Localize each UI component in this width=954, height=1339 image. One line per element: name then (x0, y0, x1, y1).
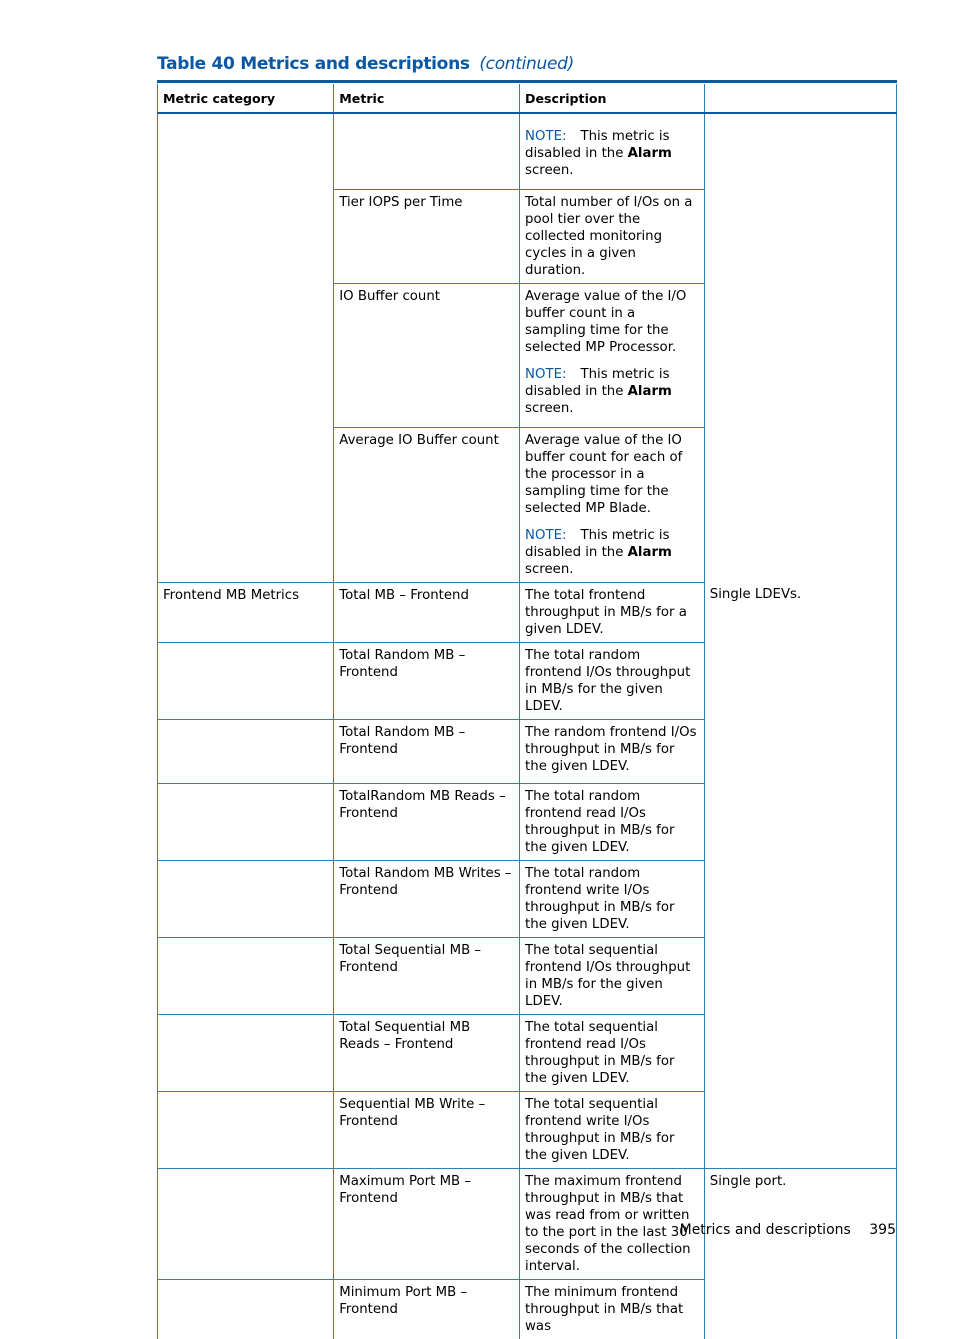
description-cell (520, 719, 705, 783)
metric-cell: Average IO Buffer count (334, 427, 520, 582)
scope-cell (704, 1014, 896, 1091)
description-text: The minimum frontend throughput in MB/s that was (525, 1284, 684, 1334)
note-text-end: screen. (525, 561, 574, 577)
table-title-main: Table 40 Metrics and descriptions (157, 54, 470, 74)
metric-category-cell (158, 1279, 334, 1339)
note-alarm-term: Alarm (627, 383, 672, 399)
note-alarm-term: Alarm (627, 544, 672, 560)
metric-cell: Total Sequential MB – Frontend (334, 937, 520, 1014)
description-text: The total frontend throughput in MB/s for a given LDEV. (525, 587, 687, 637)
description-text: The total random frontend I/Os throughput in MB/s for the given LDEV. (525, 647, 691, 714)
description-text: Total number of I/Os on a pool tier over the collected monitoring cycles in a given duration. (525, 194, 693, 278)
scope-cell: Single LDEVs. (704, 582, 896, 642)
description-cell (520, 427, 705, 582)
metric-cell: Minimum Port MB – Frontend (334, 1279, 520, 1339)
note-paragraph (525, 128, 699, 179)
footer-section: Metrics and descriptions (679, 1222, 851, 1238)
metric-cell: Total Random MB – Frontend (334, 719, 520, 783)
note-label: NOTE: (525, 527, 567, 543)
scope-cell: Single port. (704, 1168, 896, 1279)
metric-cell: Total Sequential MB Reads – Frontend (334, 1014, 520, 1091)
description-cell (520, 189, 705, 283)
metric-category-cell (158, 860, 334, 937)
table-row (158, 283, 897, 427)
page-number: 395 (869, 1222, 896, 1238)
metric-cell: Total Random MB – Frontend (334, 642, 520, 719)
scope-cell (704, 783, 896, 860)
header-empty (704, 84, 896, 113)
scope-cell (704, 719, 896, 783)
description-cell (520, 1168, 705, 1279)
note-text-end: screen. (525, 400, 574, 416)
description-cell (520, 642, 705, 719)
header-description: Description (520, 84, 705, 113)
scope-cell (704, 189, 896, 283)
metric-cell: Maximum Port MB – Frontend (334, 1168, 520, 1279)
table-row (158, 937, 897, 1014)
table-header-row (158, 84, 897, 113)
table-row (158, 719, 897, 783)
metric-cell: IO Buffer count (334, 283, 520, 427)
note-alarm-term: Alarm (627, 146, 672, 161)
scope-cell (704, 860, 896, 937)
metric-category-cell (158, 1168, 334, 1279)
note-label: NOTE: (525, 366, 567, 382)
description-cell (520, 937, 705, 1014)
metric-category-cell (158, 283, 334, 427)
metric-category-cell (158, 783, 334, 860)
table-row (158, 189, 897, 283)
table-title-continued: (continued) (479, 54, 574, 74)
metric-category-cell: Frontend MB Metrics (158, 582, 334, 642)
metric-category-cell (158, 1091, 334, 1168)
description-text: Average value of the I/O buffer count in a sampling time for the selected MP Processor. (525, 288, 687, 355)
description-cell (520, 1014, 705, 1091)
table-row (158, 642, 897, 719)
metric-cell: Sequential MB Write – Frontend (334, 1091, 520, 1168)
scope-cell (704, 937, 896, 1014)
header-metric-category: Metric category (158, 84, 334, 113)
page-footer (680, 1222, 896, 1238)
description-text: The random frontend I/Os throughput in MB/s for the given LDEV. (525, 724, 697, 774)
note-label: NOTE: (525, 129, 567, 144)
metrics-table (157, 84, 897, 1339)
scope-cell (704, 283, 896, 427)
table-row (158, 582, 897, 642)
metric-category-cell (158, 1014, 334, 1091)
table-row (158, 1091, 897, 1168)
description-text: The total sequential frontend I/Os throughput in MB/s for the given LDEV. (525, 942, 691, 1009)
header-metric: Metric (334, 84, 520, 113)
table-title (157, 54, 574, 74)
table-row (158, 113, 897, 189)
description-cell (520, 1091, 705, 1168)
description-cell (520, 113, 705, 189)
metric-cell: TotalRandom MB Reads – Frontend (334, 783, 520, 860)
metric-category-cell (158, 937, 334, 1014)
note-text: This metric is disabled in the (525, 129, 670, 161)
table-row (158, 1014, 897, 1091)
metric-cell: Tier IOPS per Time (334, 189, 520, 283)
note-text-end: screen. (525, 163, 574, 178)
note-text: This metric is disabled in the (525, 366, 670, 399)
metric-category-cell (158, 642, 334, 719)
metric-category-cell (158, 113, 334, 189)
metric-category-cell (158, 719, 334, 783)
scope-cell (704, 427, 896, 582)
metric-category-cell (158, 427, 334, 582)
table-row (158, 860, 897, 937)
table-row (158, 427, 897, 582)
table-row (158, 783, 897, 860)
scope-cell (704, 1279, 896, 1339)
metric-category-cell (158, 189, 334, 283)
title-rule (157, 80, 897, 83)
description-text: The total random frontend read I/Os throughput in MB/s for the given LDEV. (525, 788, 675, 855)
note-paragraph (525, 527, 699, 578)
metric-cell (334, 113, 520, 189)
scope-cell (704, 1091, 896, 1168)
description-text: The total sequential frontend read I/Os throughput in MB/s for the given LDEV. (525, 1019, 675, 1086)
scope-cell (704, 113, 896, 189)
description-text: The total random frontend write I/Os throughput in MB/s for the given LDEV. (525, 865, 675, 932)
scope-cell (704, 642, 896, 719)
note-paragraph (525, 366, 699, 417)
description-cell (520, 1279, 705, 1339)
metric-cell: Total MB – Frontend (334, 582, 520, 642)
description-text: Average value of the IO buffer count for each of the processor in a sampling time for the selected MP Blade. (525, 432, 683, 516)
description-text: The maximum frontend throughput in MB/s that was read from or written to the port in the last 30 seconds of the collection interval. (525, 1173, 691, 1274)
note-text: This metric is disabled in the (525, 527, 670, 560)
description-text: The total sequential frontend write I/Os throughput in MB/s for the given LDEV. (525, 1096, 675, 1163)
description-cell (520, 860, 705, 937)
table-row (158, 1279, 897, 1339)
description-cell (520, 783, 705, 860)
description-cell (520, 582, 705, 642)
description-cell (520, 283, 705, 427)
metric-cell: Total Random MB Writes – Frontend (334, 860, 520, 937)
